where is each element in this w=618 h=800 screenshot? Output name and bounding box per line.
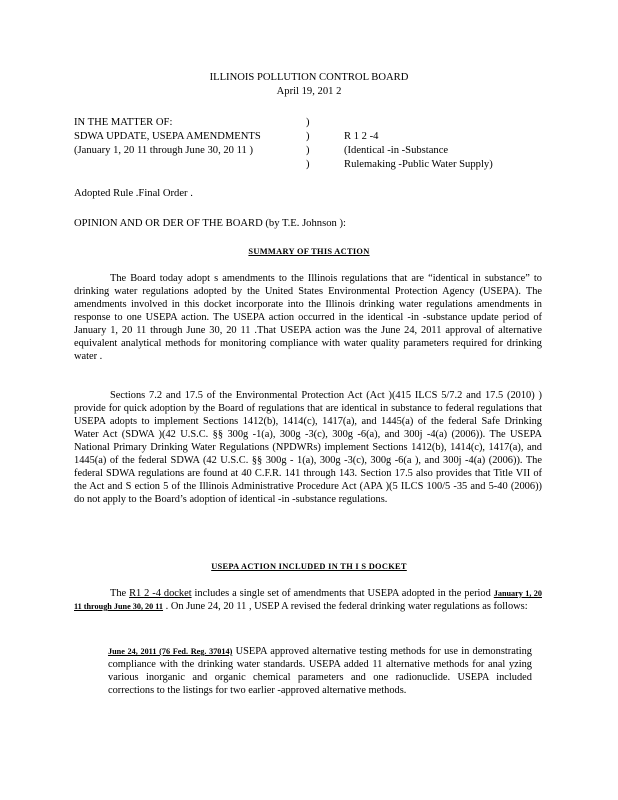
federal-register-entry — [108, 645, 532, 697]
document-date: April 19, 201 2 — [276, 86, 342, 97]
adopted-rule: Adopted Rule .Final Order . — [74, 188, 193, 199]
caption-matter: IN THE MATTER OF: — [74, 117, 173, 128]
summary-text: The Board today adopt s amendments to the Illinois regulations that are “identical in substance” to drinking water regulations adopted by the United States Environmental Protection Agency (USEPA). The amendments involved in this docket incorporate into the Illinois drinking water regulations amendments in response to one USEPA action. The USEPA action occurred in the identical -in -substance update period of January 1, 20 11 through June 30, 20 11 .That USEPA action was the June 24, 2011 approval of alternative equivalent analytical methods for monitoring compliance with water quality parameters required for drinking water . — [74, 273, 542, 362]
period-reference: January 1, 20 11 through June 30, 20 11 — [74, 589, 542, 611]
caption-paren: ) — [306, 117, 310, 128]
included-paragraph — [74, 587, 542, 613]
docket-number: R 1 2 -4 — [344, 131, 379, 142]
caption-paren: ) — [306, 131, 310, 142]
included-post: . On June 24, 20 11 , USEP A revised the federal drinking water regulations as follows: — [163, 601, 528, 612]
caption-paren: ) — [306, 159, 310, 170]
caption-paren: ) — [306, 145, 310, 156]
entry-text: USEPA approved alternative testing methods for use in demonstrating compliance with the drinking water standards. USEPA added 11 alternative methods for anal yzing various inorganic and organic chemical parameters and one radionuclide. USEPA included corrections to the listings for two earlier -approved alternative methods. — [108, 646, 532, 696]
included-heading: USEPA ACTION INCLUDED IN TH I S DOCKET — [211, 562, 407, 571]
board-name: ILLINOIS POLLUTION CONTROL BOARD — [209, 72, 409, 83]
opinion-line: OPINION AND OR DER OF THE BOARD (by T.E. Johnson ): — [74, 218, 346, 229]
included-pre: The — [110, 588, 130, 599]
docket-description: Rulemaking -Public Water Supply) — [344, 159, 493, 170]
sections-paragraph — [74, 389, 542, 506]
sections-text: Sections 7.2 and 17.5 of the Environmental Protection Act (Act )(415 ILCS 5/7.2 and 17.5 (2010) ) provide for quick adoption by the Board of regulations that are identical in substance to federal regulations that USEPA adopts to implement Sections 1412(b), 1414(c), 1417(a), and 1445(a) of the federal Safe Drinking Water Act (SDWA )(42 U.S.C. §§ 300g -1(a), 300g -3(c), 300g -6(a), and 300j -4(a) (2006)). The USEPA National Primary Drinking Water Regulations (NPDWRs) implement Sections 1412(b), 1414(c), 1417(a), and 1445(a) of the federal SDWA (42 U.S.C. §§ 300g - 1(a), 300g -3(c), 300g -6(a ), and 300j -4(a) (2006)). The federal SDWA regulations are found at 40 C.F.R. 141 through 143. Section 17.5 also provides that Title VII of the Act and S ection 5 of the Illinois Administrative Procedure Act (APA )(5 ILCS 100/5 -35 and 5-40 (2006)) do not apply to the Board’s adoption of identical -in -substance regulations. — [74, 390, 542, 505]
caption-title: SDWA UPDATE, USEPA AMENDMENTS — [74, 131, 261, 142]
docket-description: (Identical -in -Substance — [344, 145, 449, 156]
summary-paragraph — [74, 272, 542, 363]
caption-period: (January 1, 20 11 through June 30, 20 11 ) — [74, 145, 253, 156]
summary-heading: SUMMARY OF THIS ACTION — [248, 247, 370, 256]
included-mid: includes a single set of amendments that USEPA adopted in the period — [191, 588, 491, 599]
docket-reference: R1 2 -4 docket — [129, 588, 192, 599]
entry-citation: June 24, 2011 (76 Fed. Reg. 37014) — [108, 647, 233, 656]
